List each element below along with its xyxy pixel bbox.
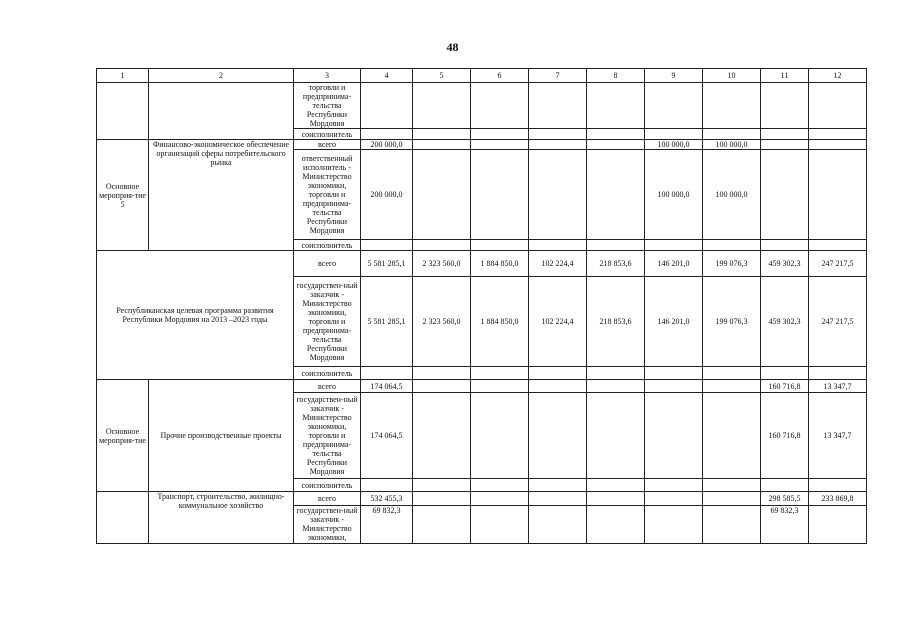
customer-cell: государствен-ный заказчик - Министерство экономики, торговли и предпринима-тельства Республики Мордовия bbox=[294, 277, 361, 367]
value-cell bbox=[413, 393, 471, 479]
value-cell: 146 201,0 bbox=[645, 277, 703, 367]
value-cell: 459 302,3 bbox=[761, 251, 809, 277]
value-cell bbox=[471, 393, 529, 479]
value-cell: 160 716,8 bbox=[761, 393, 809, 479]
empty-cell bbox=[97, 83, 149, 140]
total-label: всего bbox=[294, 140, 361, 150]
value-cell: 160 716,8 bbox=[761, 380, 809, 393]
value-cell: 102 224,4 bbox=[529, 277, 587, 367]
value-cell bbox=[529, 140, 587, 150]
value-cell bbox=[471, 506, 529, 544]
value-cell: 100 000,0 bbox=[645, 150, 703, 240]
value-cell bbox=[587, 492, 645, 506]
total-label: всего bbox=[294, 492, 361, 506]
value-cell: 2 323 560,0 bbox=[413, 251, 471, 277]
value-cell bbox=[645, 492, 703, 506]
value-cell bbox=[413, 140, 471, 150]
value-cell bbox=[413, 150, 471, 240]
value-cell: 459 302,3 bbox=[761, 277, 809, 367]
value-cell: 174 064,5 bbox=[361, 380, 413, 393]
value-cell bbox=[587, 380, 645, 393]
value-cell: 532 455,3 bbox=[361, 492, 413, 506]
header-cell: 8 bbox=[587, 69, 645, 83]
value-cell bbox=[413, 492, 471, 506]
value-cell bbox=[587, 150, 645, 240]
section-name-cell: Транспорт, строительство, жилищно-коммунальное хозяйство bbox=[149, 492, 294, 544]
event-cell: Основное мероприя-тие 5 bbox=[97, 140, 149, 251]
value-cell: 100 000,0 bbox=[703, 150, 761, 240]
header-cell: 5 bbox=[413, 69, 471, 83]
event-name-cell: Прочие производственные проекты bbox=[149, 380, 294, 492]
table-row bbox=[97, 83, 867, 129]
empty-cell bbox=[97, 492, 149, 544]
co-executor-cell: соисполнитель bbox=[294, 240, 361, 251]
value-cell bbox=[645, 380, 703, 393]
executor-cell: торговли и предпринима-тельства Республики Мордовия bbox=[294, 83, 361, 129]
value-cell: 100 000,0 bbox=[703, 140, 761, 150]
value-cell bbox=[471, 150, 529, 240]
value-cell bbox=[809, 140, 867, 150]
value-cell: 218 853,6 bbox=[587, 251, 645, 277]
value-cell: 102 224,4 bbox=[529, 251, 587, 277]
value-cell: 13 347,7 bbox=[809, 393, 867, 479]
value-cell: 1 884 850,0 bbox=[471, 277, 529, 367]
value-cell bbox=[703, 492, 761, 506]
value-cell: 13 347,7 bbox=[809, 380, 867, 393]
customer-cell: государствен-ный заказчик - Министерство экономики, торговли и предпринима-тельства Республики Мордовия bbox=[294, 393, 361, 479]
value-cell bbox=[529, 492, 587, 506]
value-cell: 5 581 285,1 bbox=[361, 277, 413, 367]
value-cell bbox=[761, 140, 809, 150]
value-cell bbox=[587, 393, 645, 479]
value-cell bbox=[645, 506, 703, 544]
value-cell: 5 581 285,1 bbox=[361, 251, 413, 277]
value-cell bbox=[413, 380, 471, 393]
value-cell bbox=[529, 380, 587, 393]
value-cell: 2 323 560,0 bbox=[413, 277, 471, 367]
value-cell bbox=[471, 380, 529, 393]
value-cell: 200 000,0 bbox=[361, 150, 413, 240]
program-name-cell: Республиканская целевая программа развития Республики Мордовия на 2013 –2023 годы bbox=[97, 251, 294, 380]
value-cell bbox=[471, 140, 529, 150]
value-cell bbox=[587, 506, 645, 544]
value-cell bbox=[809, 506, 867, 544]
customer-cell: государствен-ный заказчик - Министерство экономики, bbox=[294, 506, 361, 544]
header-row bbox=[97, 69, 867, 83]
value-cell bbox=[645, 393, 703, 479]
value-cell bbox=[761, 150, 809, 240]
table-row bbox=[97, 492, 867, 506]
header-cell: 9 bbox=[645, 69, 703, 83]
co-executor-cell: соисполнитель bbox=[294, 479, 361, 492]
value-cell: 174 064,5 bbox=[361, 393, 413, 479]
value-cell: 298 585,5 bbox=[761, 492, 809, 506]
co-executor-cell: соисполнитель bbox=[294, 367, 361, 380]
header-cell: 11 bbox=[761, 69, 809, 83]
budget-table bbox=[96, 68, 867, 544]
value-cell: 100 000,0 bbox=[645, 140, 703, 150]
value-cell bbox=[529, 150, 587, 240]
header-cell: 7 bbox=[529, 69, 587, 83]
value-cell: 69 832,3 bbox=[361, 506, 413, 544]
value-cell: 146 201,0 bbox=[645, 251, 703, 277]
value-cell: 69 832,3 bbox=[761, 506, 809, 544]
header-cell: 10 bbox=[703, 69, 761, 83]
page-number: 48 bbox=[446, 40, 459, 54]
table-row bbox=[97, 380, 867, 393]
empty-cell bbox=[149, 83, 294, 140]
header-cell: 4 bbox=[361, 69, 413, 83]
table-row bbox=[97, 251, 867, 277]
value-cell bbox=[529, 506, 587, 544]
co-executor-cell: соисполнитель bbox=[294, 129, 361, 140]
executor-cell: ответственный исполнитель - Министерство экономики, торговли и предпринима-тельства Республики Мордовия bbox=[294, 150, 361, 240]
value-cell bbox=[703, 506, 761, 544]
value-cell bbox=[587, 140, 645, 150]
value-cell: 247 217,5 bbox=[809, 251, 867, 277]
header-cell: 2 bbox=[149, 69, 294, 83]
header-cell: 12 bbox=[809, 69, 867, 83]
value-cell: 247 217,5 bbox=[809, 277, 867, 367]
value-cell bbox=[413, 506, 471, 544]
event-name-cell: Финансово-экономическое обеспечение организаций сферы потребительского рынка bbox=[149, 140, 294, 251]
value-cell: 233 869,8 bbox=[809, 492, 867, 506]
value-cell bbox=[703, 380, 761, 393]
value-cell bbox=[529, 393, 587, 479]
header-cell: 6 bbox=[471, 69, 529, 83]
value-cell: 218 853,6 bbox=[587, 277, 645, 367]
value-cell: 200 000,0 bbox=[361, 140, 413, 150]
value-cell: 199 076,3 bbox=[703, 277, 761, 367]
value-cell: 1 884 850,0 bbox=[471, 251, 529, 277]
header-cell: 1 bbox=[97, 69, 149, 83]
total-label: всего bbox=[294, 380, 361, 393]
table-row bbox=[97, 140, 867, 150]
value-cell: 199 076,3 bbox=[703, 251, 761, 277]
total-label: всего bbox=[294, 251, 361, 277]
value-cell bbox=[471, 492, 529, 506]
value-cell bbox=[703, 393, 761, 479]
value-cell bbox=[809, 150, 867, 240]
header-cell: 3 bbox=[294, 69, 361, 83]
event-cell: Основное мероприя-тие bbox=[97, 380, 149, 492]
